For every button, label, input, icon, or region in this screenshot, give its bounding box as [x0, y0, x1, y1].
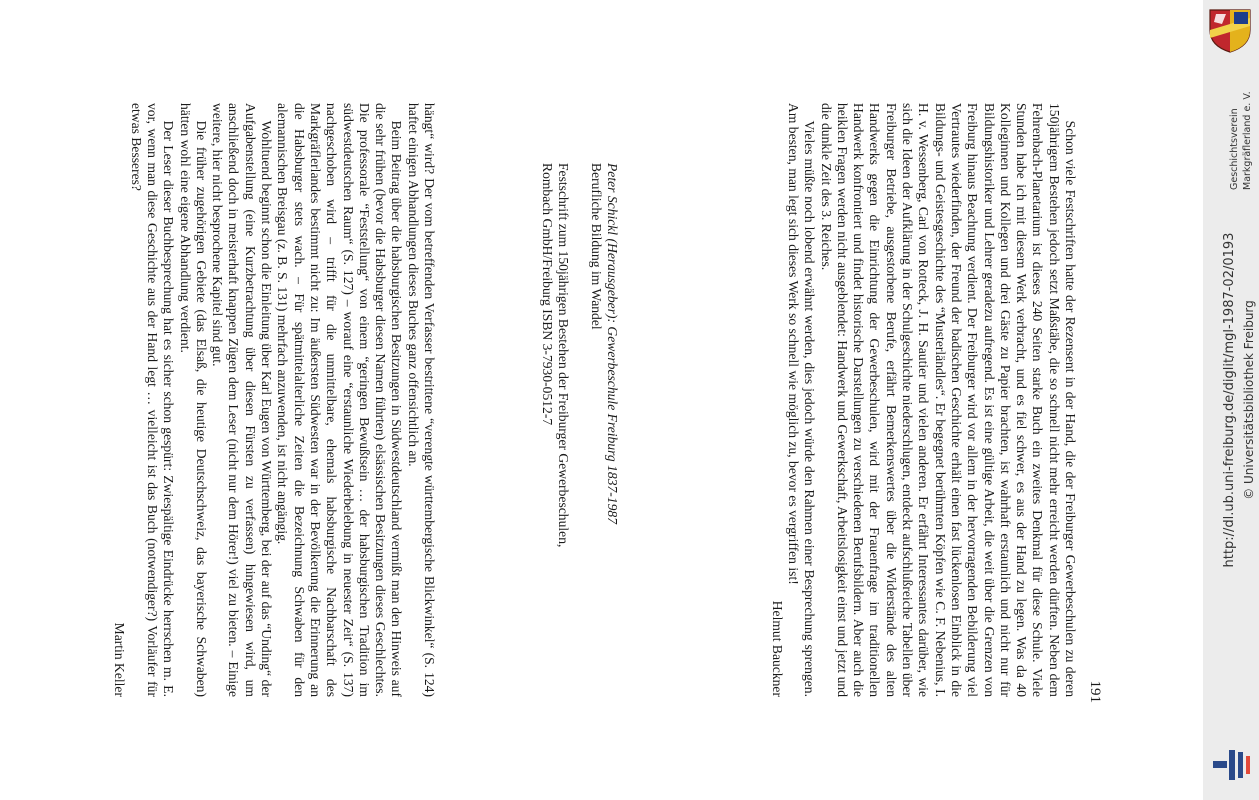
- copyright-notice: © Universitätsbibliothek Freiburg: [1242, 300, 1256, 500]
- review-column-bauckner: [768, 103, 1078, 697]
- book-description: Festschrift zum 150jährigen Bestehen der Freiburger Gewerbeschulen,: [556, 163, 572, 548]
- paragraph: Schon viele Festschriften hatte der Rezensent in der Hand, die der Freiburger Gewerbeschulen zu deren 150jährigem Bestehen jedoch setzt Maßstäbe, die so schnell nicht mehr erreicht werden dürften. Neben dem Fehrenbach-Planetarium ist dieses 240 Seiten starke Buch ein zweites Denkmal für diese Schule. Viele Stunden habe ich mit diesem Werk verbracht, und es fiel schwer, es aus der Hand zu legen. Was da 40 Kolleginnen und Kollegen und drei Gäste zu Papier brachten, ist wahrhaft erstaunlich und nicht nur für Bildungshistoriker und Lehrer geradezu aufregend. Es ist eine gültige Arbeit, die weit über die Grenzen von Freiburg hinaus Beachtung verdient. Der Freiburger wird vor allem in der hervorragenden Bebilderung viel Vertrautes wiederfinden, der Freund der badischen Geschichte erhält einen fast lückenlosen Einblick in die Bildungs- und Geistesgeschichte des “Musterländles“. Er begegnet berühmten Köpfen wie C. F. Nebenius, I. H. v. Wessenberg, Carl von Rotteck, J. H. Sautier und vielen anderen. Er erfährt Interessantes darüber, wie sich die Ideen der Aufklärung in der Schulgeschichte niederschlugen, entdeckt aufschlußreiche Tabellen über Freiburger Betriebe, ausgestorbene Berufe, erfährt Bemerkenswertes über die Widerstände des alten Handwerks gegen die Einrichtung der Gewerbeschulen, wird mit der Frauenfrage im traditionellen Handwerk konfrontiert und findet historische Darstellungen zu verschiedenen Berufsbildern. Aber auch die heiklen Fragen werden nicht ausgeblendet: Handwerk und Gewerkschaft, Arbeitslosigkeit einst und jetzt und die dunkle Zeit des 3. Reiches.: [818, 103, 1078, 697]
- paragraph: Die früher zugehörigen Gebiete (das Elsaß, die heutige Deutschschweiz, das bayerische Schwaben) hätten wohl eine eigene Abhandlung verdient.: [177, 103, 209, 697]
- society-name-line1: Geschichtsverein: [1229, 108, 1240, 190]
- source-url-link[interactable]: http://dl.ub.uni-freiburg.de/diglit/mgl-1987-02/0193: [1222, 232, 1237, 568]
- review-header: [539, 163, 620, 643]
- paragraph: Beim Beitrag über die habsburgischen Besitzungen in Südwestdeutschland vermißt man den Hinweis auf die sehr frühen (bevor die Habsburger diesen Namen führten) elsässischen Besitzungen dieses Geschlechtes. Die professorale “Feststellung“ von einem “geringen Bewußtsein … der habsburgischen Tradition im südwestdeutschen Raum“ (S. 127) – worauf eine “erstaunliche Wiederbelebung in neuester Zeit“ (S. 137) nachgeschoben wird – trifft für die unmittelbare, ehemals habsburgische Nachbarschaft des Markgräflerlandes bestimmt nicht zu: Im äußersten Südwesten war in der Bevölkerung die Erinnerung an die Habsburger stets wach. – Für spätmittelalterliche Zeiten die Bezeichnung Schwaben für den alemannischen Breisgau (z. B. S. 131) mehrfach anzuwenden, ist nicht angängig.: [275, 103, 405, 697]
- page-number: 191: [1087, 680, 1103, 703]
- paragraph: Vieles müßte noch lobend erwähnt werden, dies jedoch würde den Rahmen einer Besprechung sprengen. Am besten, man legt sich dieses Werk so schnell wie möglich zu, bevor es vergriffen ist!: [785, 103, 818, 697]
- paragraph: Der Leser dieser Buchbesprechung hat es sicher schon gespürt: Zwiespältige Eindrücke herrschen m. E. vor, wenn man diese Geschichte aus der Hand legt … vielleicht ist das Buch (notwendiger?) Vorläufer für etwas Besseres?: [128, 103, 177, 697]
- book-subtitle: Berufliche Bildung im Wandel: [588, 163, 604, 330]
- signature: Helmut Bauckner: [769, 600, 785, 697]
- signature: Martin Keller: [112, 622, 128, 697]
- library-logo-icon: [1212, 748, 1254, 782]
- society-name-line2: Markgräflerland e. V.: [1242, 91, 1253, 190]
- review-column-keller: [111, 103, 437, 697]
- paragraph: Wohltuend beginnt schon die Einleitung über Karl Eugen von Württemberg, bei der auf das “Unding“ der Aufgabenstellung (eine Kurzbetrachtung über diesen Fürsten zu verfassen) hingewiesen wird, um anschließend doch in meisterhaft knappen Zügen dem Leser (nicht nur dem Hörer!) viel zu bieten. – Einige weitere, hier nicht besprochene Kapitel sind gut.: [210, 103, 275, 697]
- book-publisher: Rombach GmbH/Freiburg ISBN 3-7930-0512-7: [540, 163, 556, 426]
- paragraph: hängt“ wird? Der vom betreffenden Verfasser bestrittene “verengte württembergische Blickwinkel“ (S. 124) haftet einigen Abhandlungen dieses Buches ganz offensichtlich an.: [405, 103, 437, 697]
- book-title: Peter Schickl (Herausgeber): Gewerbeschule Freiburg 1837-1987: [605, 163, 620, 525]
